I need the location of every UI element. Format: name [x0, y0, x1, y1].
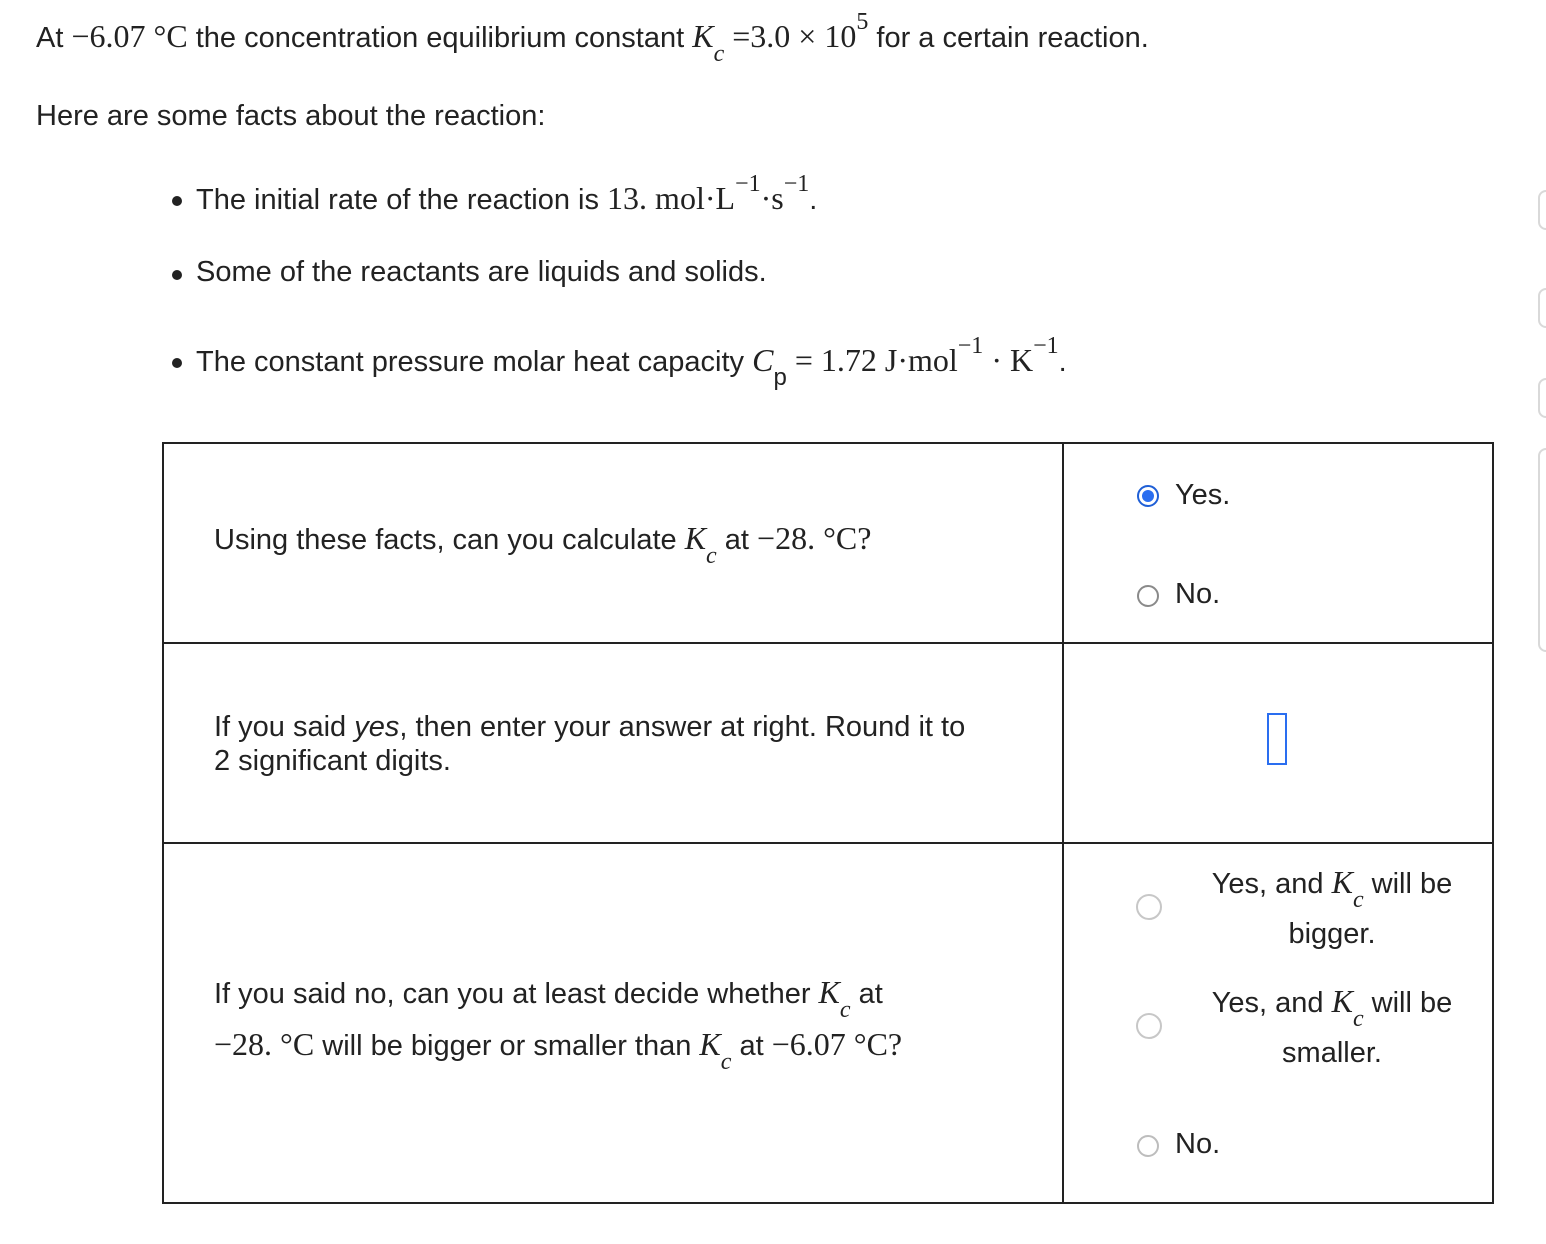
- fact-cp-exponent-2: −1: [1033, 333, 1059, 359]
- fact-rate-seconds: ·s: [760, 180, 784, 216]
- table-border-row1: [162, 642, 1494, 644]
- fact-cp-letter: C: [752, 342, 774, 378]
- fact-rate-period: .: [809, 184, 818, 216]
- q3-k-letter: K: [818, 974, 840, 1010]
- fact-cp-kelvin: · K: [983, 342, 1034, 378]
- opt-bigger-a: Yes, and: [1211, 868, 1332, 900]
- intro-equals-value: =3.0 × 10: [724, 18, 857, 54]
- question-bigger-smaller: [214, 974, 883, 1023]
- edge-tab[interactable]: [1538, 448, 1546, 652]
- q3-k-letter-2: K: [699, 1026, 721, 1062]
- q3-k-subscript: c: [839, 997, 851, 1023]
- table-border-bottom: [162, 1202, 1494, 1204]
- table-border-top: [162, 442, 1494, 444]
- table-border-right: [1492, 442, 1494, 1204]
- intro-exponent: 5: [856, 9, 869, 35]
- q2-line1-b: , then enter your answer at right. Round it to: [399, 711, 966, 743]
- table-border-left: [162, 442, 164, 1204]
- table-border-middle: [1062, 442, 1064, 1204]
- fact-heat-capacity: [196, 333, 1067, 391]
- opt-bigger-b: will be: [1363, 868, 1453, 900]
- q1-prefix: Using these facts, can you calculate: [214, 524, 685, 556]
- question-bigger-smaller-line2: [214, 1026, 903, 1075]
- q1-k-letter: K: [684, 520, 707, 556]
- q1-at: at: [716, 524, 758, 556]
- intro-prefix: At: [36, 22, 72, 54]
- question-calculate-kc: [214, 520, 872, 569]
- q3-line2-at: at: [731, 1030, 772, 1062]
- bullet-dot: [172, 270, 182, 280]
- question-enter-answer: [214, 710, 965, 778]
- radio-yes[interactable]: [1137, 485, 1159, 507]
- fact-phases: Some of the reactants are liquids and solids.: [196, 256, 767, 288]
- opt-bigger-k-sub: c: [1352, 887, 1364, 913]
- intro-temperature: −6.07 °C: [71, 18, 188, 54]
- fact-rate-prefix: The initial rate of the reaction is: [196, 184, 608, 216]
- intro-line: [36, 9, 1149, 67]
- radio-bigger[interactable]: [1136, 894, 1162, 920]
- fact-cp-period: .: [1058, 346, 1067, 378]
- edge-tab[interactable]: [1538, 378, 1546, 418]
- opt-bigger-k: K: [1331, 864, 1353, 900]
- q3-line1-at: at: [850, 978, 883, 1010]
- radio-no[interactable]: [1137, 585, 1159, 607]
- table-border-row2: [162, 842, 1494, 844]
- opt-smaller-a: Yes, and: [1211, 987, 1332, 1019]
- opt-smaller-k: K: [1331, 983, 1353, 1019]
- q3-temperature-2: −6.07 °C?: [771, 1026, 903, 1062]
- intro-k-subscript: c: [713, 41, 725, 67]
- opt-bigger-c: bigger.: [1288, 918, 1376, 950]
- fact-cp-subscript: p: [773, 364, 787, 391]
- radio-no-decide[interactable]: [1137, 1135, 1159, 1157]
- q1-temperature: −28. °C?: [757, 520, 872, 556]
- q1-k-subscript: c: [706, 543, 717, 569]
- bullet-dot: [172, 196, 182, 206]
- opt-smaller-b: will be: [1363, 987, 1453, 1019]
- q3-temperature-1: −28. °C: [214, 1026, 315, 1062]
- fact-cp-prefix: The constant pressure molar heat capacity: [196, 346, 753, 378]
- q3-k-subscript-2: c: [720, 1049, 732, 1075]
- option-yes-label[interactable]: Yes.: [1175, 479, 1231, 511]
- q2-yes-word: yes: [354, 711, 400, 743]
- facts-heading: Here are some facts about the reaction:: [36, 100, 546, 132]
- answer-input[interactable]: [1267, 713, 1287, 765]
- option-bigger-label[interactable]: [1182, 858, 1482, 958]
- edge-tab[interactable]: [1538, 288, 1546, 328]
- fact-cp-exponent-1: −1: [957, 333, 984, 359]
- fact-rate: [196, 171, 818, 217]
- intro-k-letter: K: [692, 18, 714, 54]
- intro-middle: the concentration equilibrium constant: [187, 22, 693, 54]
- option-smaller-label[interactable]: [1182, 977, 1482, 1077]
- fact-cp-value: = 1.72 J·mol: [786, 342, 958, 378]
- opt-smaller-c: smaller.: [1282, 1037, 1382, 1069]
- q3-line2-mid: will be bigger or smaller than: [314, 1030, 700, 1062]
- intro-suffix: for a certain reaction.: [868, 22, 1149, 54]
- opt-smaller-k-sub: c: [1352, 1006, 1364, 1032]
- radio-smaller[interactable]: [1136, 1013, 1162, 1039]
- bullet-dot: [172, 358, 182, 368]
- option-no-decide-label[interactable]: No.: [1175, 1128, 1221, 1160]
- fact-rate-exponent-2: −1: [783, 171, 810, 197]
- q3-line1-prefix: If you said no, can you at least decide whether: [214, 978, 819, 1010]
- q2-line1-a: If you said: [214, 711, 355, 743]
- edge-tab[interactable]: [1538, 190, 1546, 230]
- option-no-label[interactable]: No.: [1175, 578, 1221, 610]
- fact-rate-exponent-1: −1: [735, 171, 761, 197]
- fact-rate-value: 13. mol·L: [607, 180, 736, 216]
- q2-line2: 2 significant digits.: [214, 745, 451, 777]
